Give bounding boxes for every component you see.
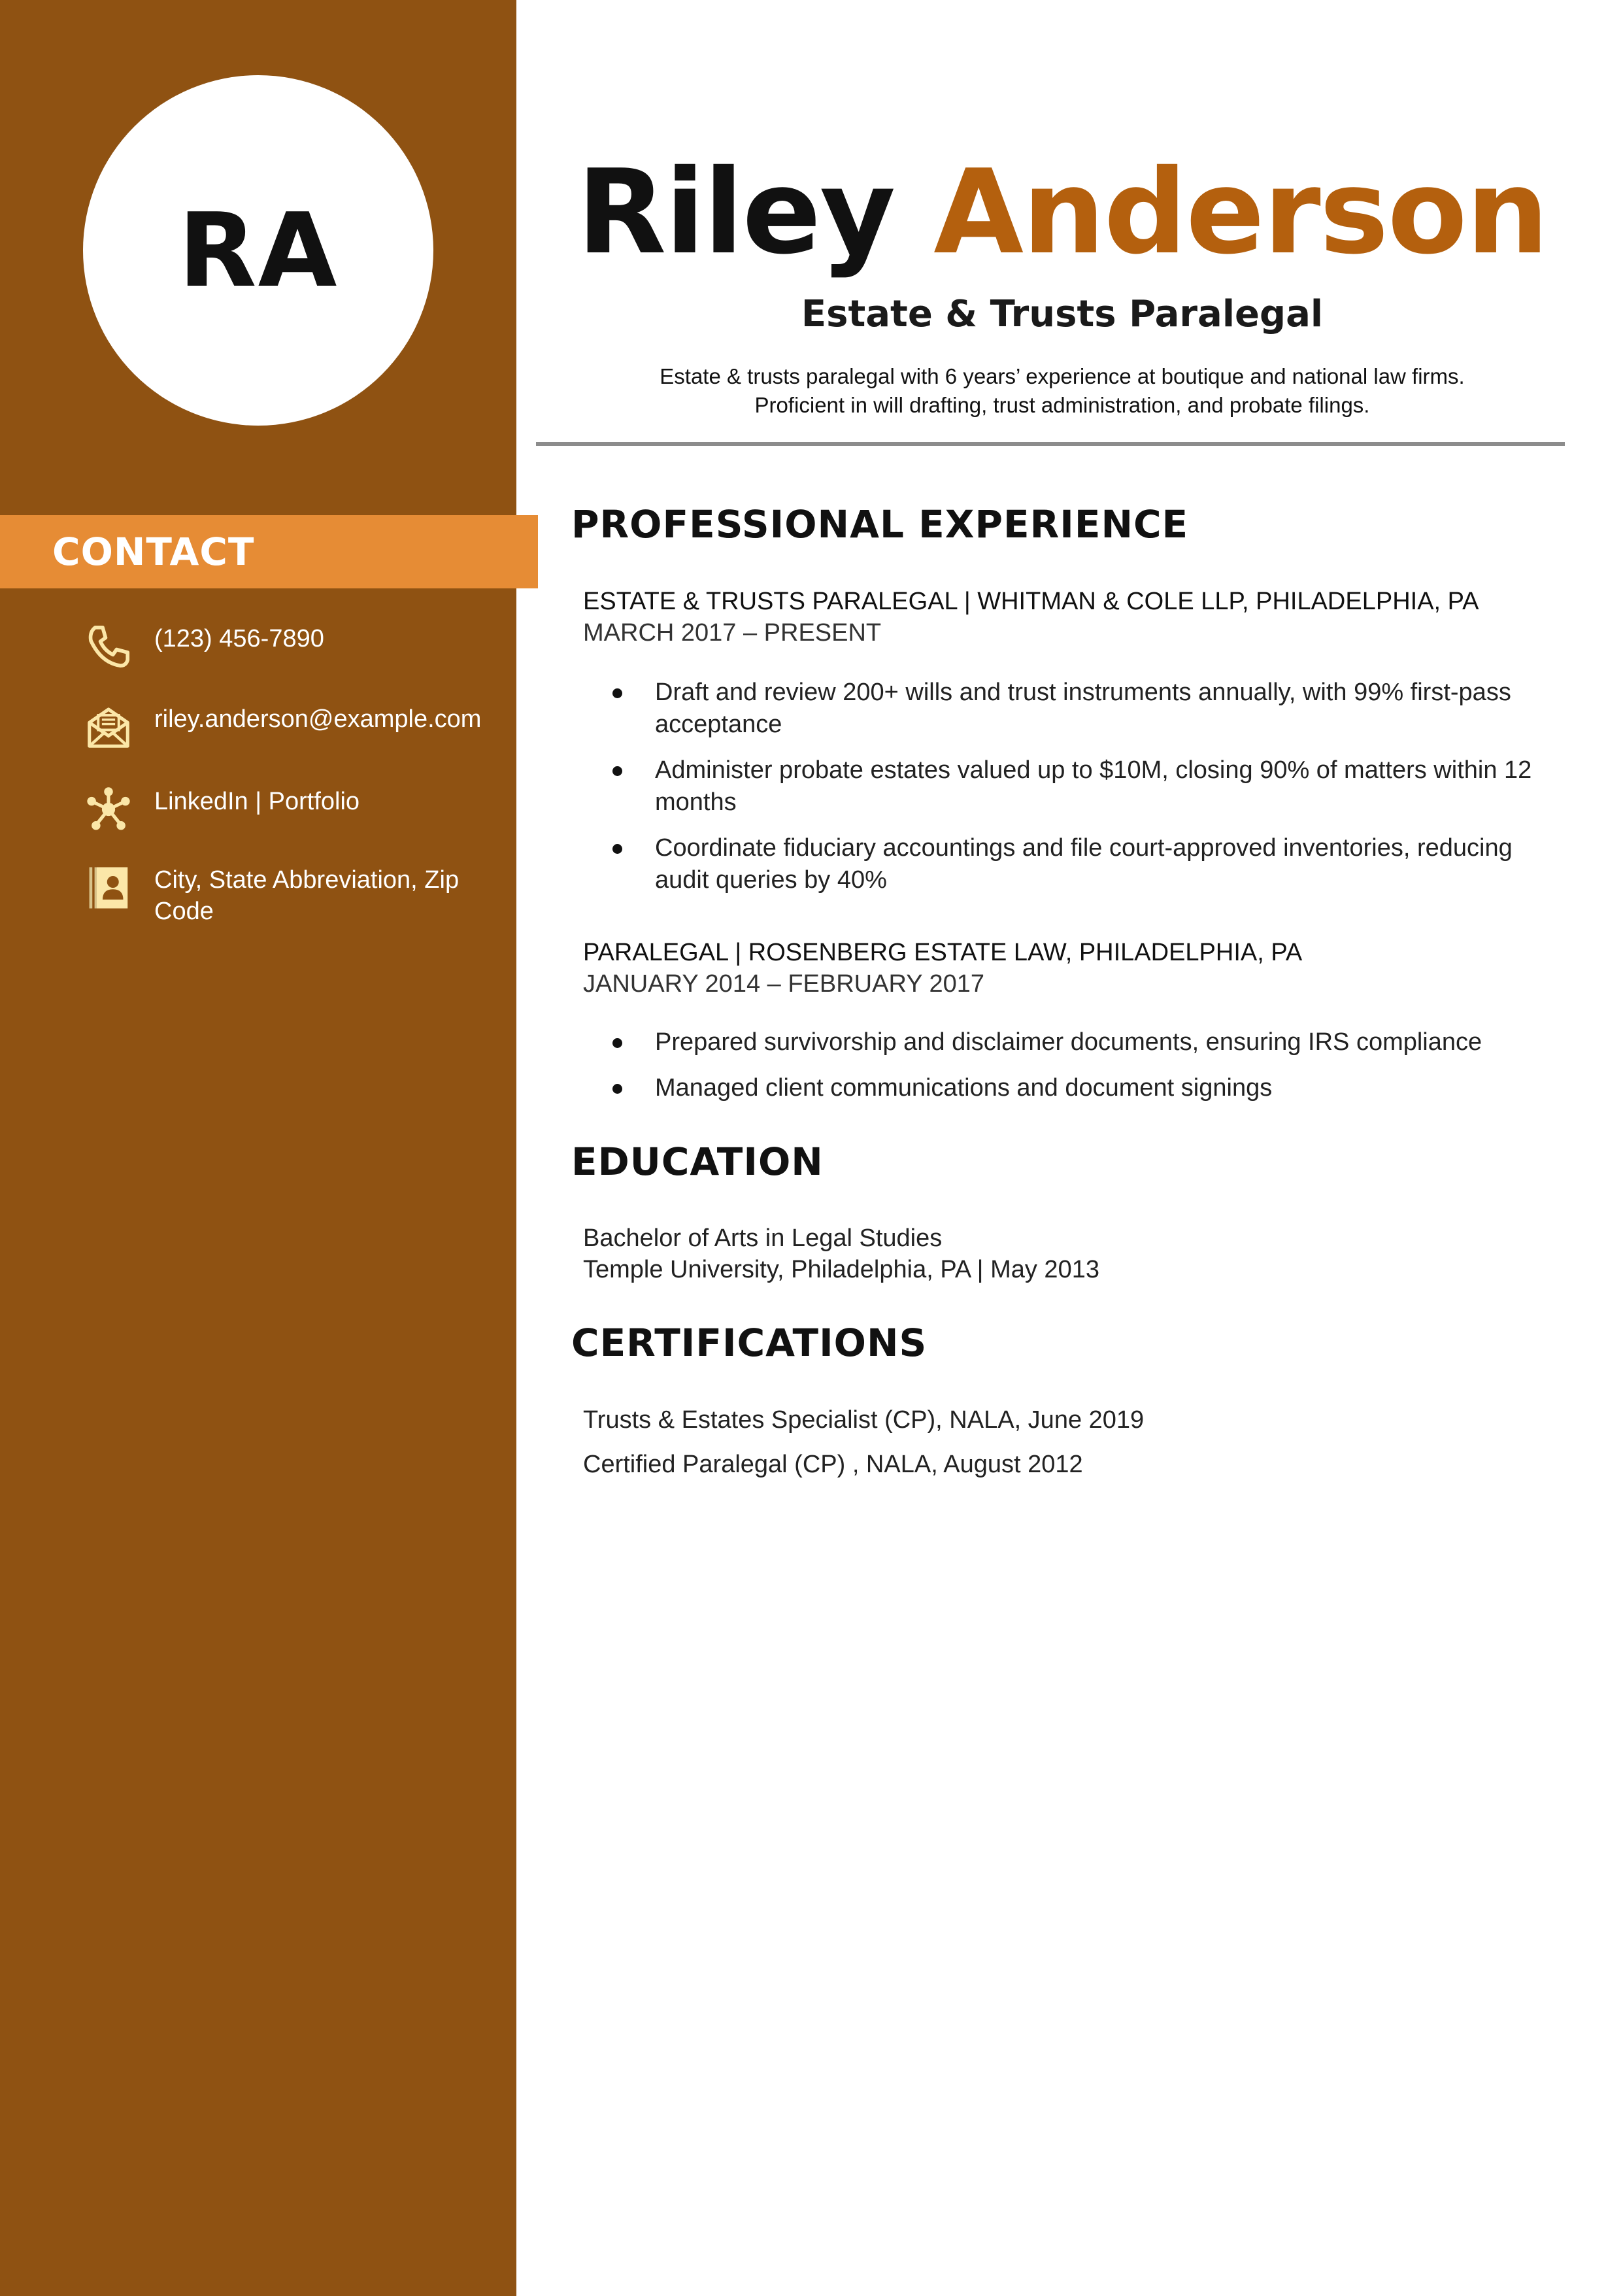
section-heading-experience: PROFESSIONAL EXPERIENCE [571, 502, 1189, 547]
monogram-initials: RA [178, 191, 339, 310]
main-content [516, 0, 1623, 2296]
summary [516, 362, 1608, 420]
first-name: Riley [577, 144, 895, 280]
education-degree: Bachelor of Arts in Legal Studies [583, 1224, 943, 1252]
envelope-icon [85, 703, 132, 751]
candidate-name [516, 144, 1608, 280]
section-heading-education: EDUCATION [571, 1140, 824, 1184]
bullet-item: Draft and review 200+ wills and trust instruments annually, with 99% first-pass acceptance [583, 677, 1537, 741]
job-bullets [583, 677, 1537, 910]
contact-heading-band [0, 515, 538, 588]
contact-card-icon [85, 864, 132, 911]
phone-icon [85, 623, 132, 670]
sidebar [0, 0, 516, 2296]
job-dates: MARCH 2017 – PRESENT [583, 619, 882, 647]
network-icon [85, 786, 132, 833]
contact-item-phone[interactable] [85, 623, 503, 670]
job-title: Estate & Trusts Paralegal [801, 293, 1324, 335]
job-title-line: ESTATE & TRUSTS PARALEGAL | WHITMAN & COLE LLP, PHILADELPHIA, PA [583, 588, 1479, 615]
certification-item: Trusts & Estates Specialist (CP), NALA, June 2019 [583, 1406, 1145, 1434]
bullet-item: Prepared survivorship and disclaimer documents, ensuring IRS compliance [583, 1026, 1537, 1058]
summary-line: Proficient in will drafting, trust administration, and probate filings. [754, 393, 1370, 417]
bullet-item: Managed client communications and document signings [583, 1072, 1537, 1104]
job-bullets [583, 1026, 1537, 1118]
contact-phone: (123) 456-7890 [154, 625, 324, 652]
job-dates: JANUARY 2014 – FEBRUARY 2017 [583, 970, 984, 998]
bullet-item: Administer probate estates valued up to $10M, closing 90% of matters within 12 months [583, 754, 1537, 819]
contact-email: riley.anderson@example.com [154, 705, 482, 733]
bullet-item: Coordinate fiduciary accountings and file court-approved inventories, reducing audit queries by 40% [583, 832, 1537, 896]
certification-item: Certified Paralegal (CP) , NALA, August 2012 [583, 1451, 1083, 1478]
section-heading-certifications: CERTIFICATIONS [571, 1321, 928, 1365]
job-header [583, 586, 1564, 649]
education-school: Temple University, Philadelphia, PA | May 2013 [583, 1256, 1099, 1283]
header-divider [536, 442, 1565, 446]
contact-address [154, 864, 459, 927]
contact-item-email[interactable] [85, 703, 503, 751]
contact-links: LinkedIn | Portfolio [154, 788, 360, 815]
job-header [583, 937, 1564, 1000]
contact-item-address[interactable] [85, 864, 503, 927]
contact-address-line2: Code [154, 898, 214, 925]
monogram-avatar [83, 75, 433, 426]
summary-line: Estate & trusts paralegal with 6 years’ experience at boutique and national law firms. [660, 364, 1465, 388]
last-name: Anderson [933, 144, 1548, 280]
certification-list [583, 1404, 1564, 1493]
job-title-line: PARALEGAL | ROSENBERG ESTATE LAW, PHILADELPHIA, PA [583, 939, 1303, 966]
contact-address-line1: City, State Abbreviation, Zip [154, 866, 460, 894]
contact-item-links[interactable] [85, 786, 503, 833]
contact-heading: CONTACT [52, 530, 255, 574]
education-entry [583, 1223, 1564, 1285]
